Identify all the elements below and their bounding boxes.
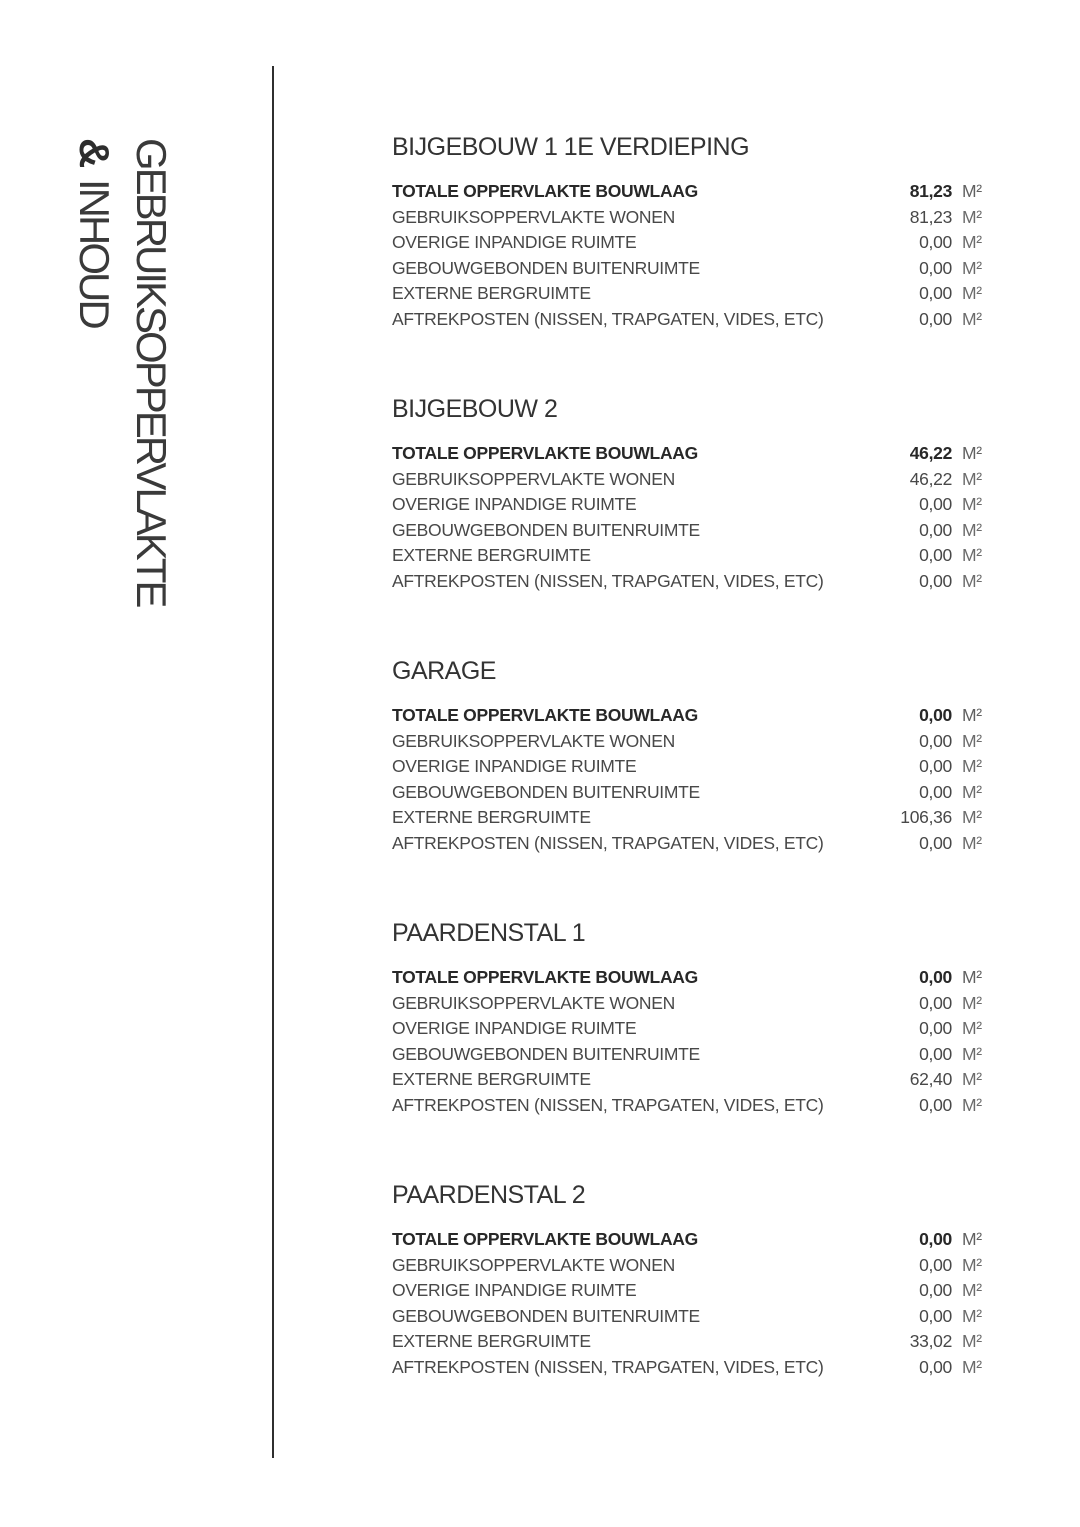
row-value: 46,22 — [909, 468, 952, 489]
row-value: 0,00 — [919, 570, 952, 591]
row-value: 62,40 — [909, 1069, 952, 1089]
table-row — [392, 518, 994, 544]
table-row — [392, 307, 994, 333]
square-meter-unit: M² — [962, 832, 982, 853]
row-label: AFTREKPOSTEN (NISSEN, TRAPGATEN, VIDES, ETC) — [392, 832, 824, 853]
square-meter-unit: M² — [962, 1254, 982, 1275]
row-label: TOTALE OPPERVLAKTE BOUWLAAG — [392, 181, 698, 201]
row-value: 0,00 — [919, 1018, 952, 1038]
row-value: 106,36 — [900, 807, 952, 827]
measurement-section — [392, 918, 994, 1118]
row-value: 0,00 — [919, 992, 952, 1013]
table-row — [392, 1329, 994, 1355]
row-label: AFTREKPOSTEN (NISSEN, TRAPGATEN, VIDES, ETC) — [392, 570, 824, 591]
row-label: GEBRUIKSOPPERVLAKTE WONEN — [392, 1254, 675, 1275]
table-row — [392, 1227, 994, 1253]
row-value: 81,23 — [909, 181, 952, 201]
square-meter-unit: M² — [962, 545, 982, 565]
row-label: TOTALE OPPERVLAKTE BOUWLAAG — [392, 705, 698, 725]
row-label: EXTERNE BERGRUIMTE — [392, 807, 591, 827]
row-value: 0,00 — [919, 1356, 952, 1377]
square-meter-unit: M² — [962, 494, 982, 514]
row-value: 81,23 — [909, 206, 952, 227]
square-meter-unit: M² — [962, 232, 982, 252]
section-title: PAARDENSTAL 2 — [392, 1181, 586, 1209]
section-title: BIJGEBOUW 1 1E VERDIEPING — [392, 133, 750, 161]
row-label: GEBRUIKSOPPERVLAKTE WONEN — [392, 730, 675, 751]
row-value: 0,00 — [919, 545, 952, 565]
square-meter-unit: M² — [962, 1356, 982, 1377]
square-meter-unit: M² — [962, 705, 982, 725]
square-meter-unit: M² — [962, 1018, 982, 1038]
square-meter-unit: M² — [962, 1094, 982, 1115]
table-row — [392, 754, 994, 780]
title-line2: INHOUD — [71, 179, 118, 328]
row-label: EXTERNE BERGRUIMTE — [392, 1331, 591, 1351]
table-row — [392, 1016, 994, 1042]
table-row — [392, 1253, 994, 1279]
row-value: 0,00 — [919, 1094, 952, 1115]
row-label: TOTALE OPPERVLAKTE BOUWLAAG — [392, 967, 698, 987]
row-label: GEBOUWGEBONDEN BUITENRUIMTE — [392, 781, 700, 802]
row-value: 46,22 — [909, 443, 952, 463]
table-row — [392, 467, 994, 493]
row-value: 0,00 — [919, 257, 952, 278]
square-meter-unit: M² — [962, 730, 982, 751]
section-rows — [392, 965, 994, 1118]
table-row — [392, 703, 994, 729]
top-spacer — [392, 0, 994, 132]
row-value: 0,00 — [919, 283, 952, 303]
divider-line — [272, 66, 274, 1458]
square-meter-unit: M² — [962, 468, 982, 489]
table-row — [392, 805, 994, 831]
content-column — [392, 0, 994, 1442]
square-meter-unit: M² — [962, 1043, 982, 1064]
row-label: AFTREKPOSTEN (NISSEN, TRAPGATEN, VIDES, ETC) — [392, 1094, 824, 1115]
table-row — [392, 965, 994, 991]
row-label: TOTALE OPPERVLAKTE BOUWLAAG — [392, 1229, 698, 1249]
square-meter-unit: M² — [962, 206, 982, 227]
section-title: BIJGEBOUW 2 — [392, 395, 558, 423]
square-meter-unit: M² — [962, 756, 982, 776]
row-value: 0,00 — [919, 1305, 952, 1326]
square-meter-unit: M² — [962, 519, 982, 540]
table-row — [392, 256, 994, 282]
row-label: GEBRUIKSOPPERVLAKTE WONEN — [392, 206, 675, 227]
row-label: TOTALE OPPERVLAKTE BOUWLAAG — [392, 443, 698, 463]
square-meter-unit: M² — [962, 1229, 982, 1249]
row-value: 0,00 — [919, 1254, 952, 1275]
square-meter-unit: M² — [962, 781, 982, 802]
row-label: OVERIGE INPANDIGE RUIMTE — [392, 1280, 637, 1300]
row-value: 0,00 — [919, 756, 952, 776]
row-value: 0,00 — [919, 308, 952, 329]
square-meter-unit: M² — [962, 992, 982, 1013]
table-row — [392, 729, 994, 755]
square-meter-unit: M² — [962, 807, 982, 827]
section-rows — [392, 179, 994, 332]
table-row — [392, 230, 994, 256]
row-value: 0,00 — [919, 705, 952, 725]
row-value: 0,00 — [919, 232, 952, 252]
table-row — [392, 831, 994, 857]
row-label: EXTERNE BERGRUIMTE — [392, 545, 591, 565]
section-rows — [392, 703, 994, 856]
row-label: GEBRUIKSOPPERVLAKTE WONEN — [392, 468, 675, 489]
table-row — [392, 1042, 994, 1068]
row-value: 0,00 — [919, 519, 952, 540]
square-meter-unit: M² — [962, 257, 982, 278]
table-row — [392, 1093, 994, 1119]
measurement-section — [392, 132, 994, 332]
measurement-section — [392, 394, 994, 594]
square-meter-unit: M² — [962, 1069, 982, 1089]
table-row — [392, 1278, 994, 1304]
measurement-section — [392, 1180, 994, 1380]
row-value: 0,00 — [919, 1229, 952, 1249]
row-label: OVERIGE INPANDIGE RUIMTE — [392, 494, 637, 514]
row-label: EXTERNE BERGRUIMTE — [392, 283, 591, 303]
square-meter-unit: M² — [962, 967, 982, 987]
row-label: OVERIGE INPANDIGE RUIMTE — [392, 232, 637, 252]
row-label: GEBOUWGEBONDEN BUITENRUIMTE — [392, 1305, 700, 1326]
table-row — [392, 991, 994, 1017]
row-value: 0,00 — [919, 494, 952, 514]
square-meter-unit: M² — [962, 181, 982, 201]
row-value: 0,00 — [919, 730, 952, 751]
section-rows — [392, 441, 994, 594]
table-row — [392, 1304, 994, 1330]
row-label: OVERIGE INPANDIGE RUIMTE — [392, 1018, 637, 1038]
square-meter-unit: M² — [962, 1280, 982, 1300]
table-row — [392, 1355, 994, 1381]
table-row — [392, 179, 994, 205]
measurement-section — [392, 656, 994, 856]
table-row — [392, 281, 994, 307]
square-meter-unit: M² — [962, 443, 982, 463]
vertical-page-title — [66, 138, 180, 605]
row-label: GEBOUWGEBONDEN BUITENRUIMTE — [392, 519, 700, 540]
row-value: 33,02 — [909, 1331, 952, 1351]
square-meter-unit: M² — [962, 570, 982, 591]
row-label: AFTREKPOSTEN (NISSEN, TRAPGATEN, VIDES, ETC) — [392, 1356, 824, 1377]
square-meter-unit: M² — [962, 283, 982, 303]
section-rows — [392, 1227, 994, 1380]
table-row — [392, 205, 994, 231]
row-label: GEBOUWGEBONDEN BUITENRUIMTE — [392, 1043, 700, 1064]
row-label: OVERIGE INPANDIGE RUIMTE — [392, 756, 637, 776]
row-value: 0,00 — [919, 1280, 952, 1300]
row-label: AFTREKPOSTEN (NISSEN, TRAPGATEN, VIDES, ETC) — [392, 308, 824, 329]
row-label: EXTERNE BERGRUIMTE — [392, 1069, 591, 1089]
row-value: 0,00 — [919, 1043, 952, 1064]
title-ampersand: & — [71, 138, 118, 166]
table-row — [392, 441, 994, 467]
table-row — [392, 780, 994, 806]
row-value: 0,00 — [919, 781, 952, 802]
square-meter-unit: M² — [962, 1331, 982, 1351]
row-value: 0,00 — [919, 832, 952, 853]
table-row — [392, 492, 994, 518]
table-row — [392, 543, 994, 569]
row-label: GEBRUIKSOPPERVLAKTE WONEN — [392, 992, 675, 1013]
table-row — [392, 569, 994, 595]
table-row — [392, 1067, 994, 1093]
title-line1: GEBRUIKSOPPERVLAKTE — [128, 138, 175, 606]
row-label: GEBOUWGEBONDEN BUITENRUIMTE — [392, 257, 700, 278]
section-title: GARAGE — [392, 657, 496, 685]
square-meter-unit: M² — [962, 308, 982, 329]
section-title: PAARDENSTAL 1 — [392, 919, 586, 947]
square-meter-unit: M² — [962, 1305, 982, 1326]
row-value: 0,00 — [919, 967, 952, 987]
